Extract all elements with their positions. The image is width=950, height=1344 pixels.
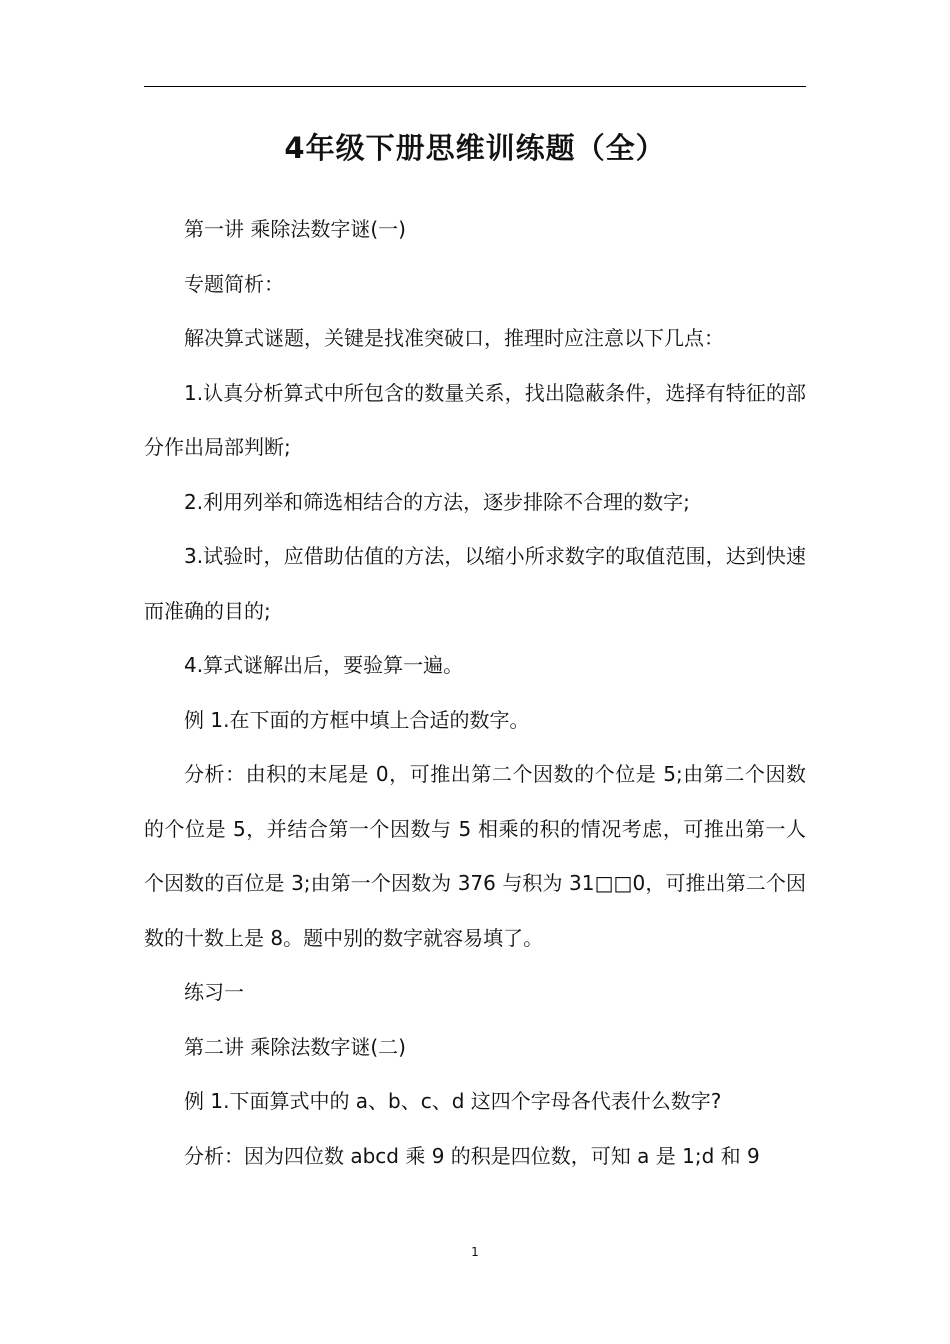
paragraph: 4.算式谜解出后，要验算一遍。 [184, 653, 464, 677]
paragraph: 解决算式谜题，关键是找准突破口，推理时应注意以下几点： [184, 326, 724, 350]
section-heading: 第一讲 乘除法数字谜(一) [184, 217, 406, 241]
paragraph: 分析：由积的末尾是 0，可推出第二个因数的个位是 5;由第二个因数的个位是 5，并结合第一个因数与 5 相乘的积的情况考虑，可推出第一人个因数的百位是 3;由第一个因数为 376 与积为 31□□0，可推出第二个因数的十数上是 8。题中别的数字就容易填了。 [144, 762, 806, 950]
document-body [144, 202, 806, 1183]
paragraph: 2.利用列举和筛选相结合的方法，逐步排除不合理的数字; [184, 489, 690, 514]
page-number: 1 [471, 1245, 479, 1259]
paragraph: 3.试验时，应借助估值的方法，以缩小所求数字的取值范围，达到快速而准确的目的; [144, 544, 806, 623]
paragraph: 例 1.下面算式中的 a、b、c、d 这四个字母各代表什么数字? [184, 1089, 722, 1113]
paragraph: 例 1.在下面的方框中填上合适的数字。 [184, 707, 530, 732]
paragraph: 专题简析： [184, 271, 284, 296]
header-rule [144, 86, 806, 87]
paragraph: 分析：因为四位数 abcd 乘 9 的积是四位数，可知 a 是 1;d 和 9 [184, 1143, 760, 1168]
section-heading: 第二讲 乘除法数字谜(二) [184, 1034, 406, 1059]
paragraph: 练习一 [184, 980, 244, 1004]
paragraph: 1.认真分析算式中所包含的数量关系，找出隐蔽条件，选择有特征的部分作出局部判断; [144, 380, 806, 459]
document-title: 4年级下册思维训练题（全） [284, 131, 666, 165]
